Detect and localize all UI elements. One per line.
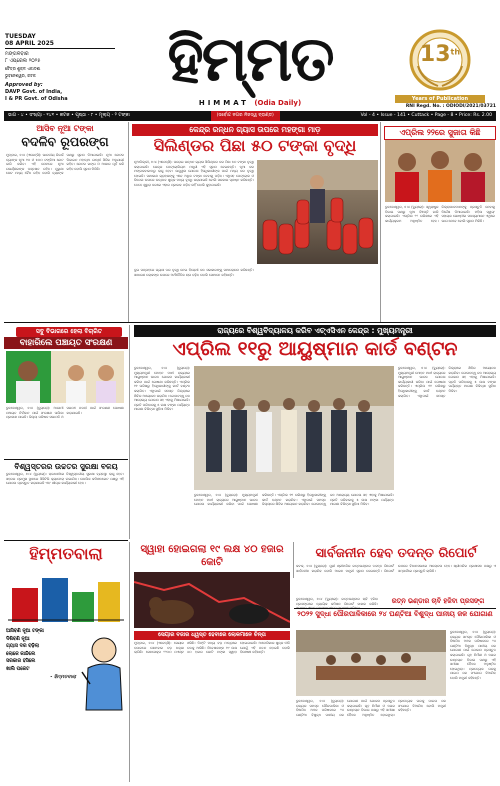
- caricature: [78, 632, 126, 712]
- approved-line-1: DAVP Govt. of India,: [5, 89, 63, 95]
- info-bar-center: (ସର୍ବୋଚ୍ଚ ନଗର ନିଜସ୍ୱ ବ୍ରାଣ୍ଡ): [211, 111, 280, 121]
- divider: [4, 322, 496, 323]
- ayushman-body: ଭୁବନେଶ୍ୱର, ୭।୪ (ବ୍ୟୁରୋ): ମୁଖ୍ୟମନ୍ତ୍ରୀ ମୋହନ ମାଝୀ ରାଜ୍ୟରେ ଆୟୁଷ୍ମାନ ଭାରତ ଯୋଜନା କାର୍ଯ୍ୟକାରୀ କରିବା ପାଇଁ ଘୋଷଣା କରିଛନ୍ତି। ଏପ୍ରିଲ ୧୧ ତାରିଖରୁ ହିତାଧିକାରୀଙ୍କୁ କାର୍ଡ ବଣ୍ଟନ କରାଯିବ। ଏଥିପାଇଁ ସମସ୍ତ ଜିଲ୍ଲାରେ ଶିବିର ଆୟୋଜନ କରାଯିବ। ଗୋପବନ୍ଧୁ ଜନ ଆରୋଗ୍ୟ ଯୋଜନା ସହ ଏହାକୁ ମିଶାଯାଇଛି। ପ୍ରତି ପରିବାରକୁ ୫ ଲକ୍ଷ ଟଙ୍କା ପର୍ଯ୍ୟନ୍ତ ମାଗଣା ଚିକିତ୍ସା ସୁବିଧା ମିଳିବ।: [134, 366, 190, 412]
- women-photo: [385, 140, 495, 202]
- masthead-date: 08 APRIL 2025: [5, 40, 115, 49]
- cartoon-line: ଦିଶିବଣି ନୂଆ: [6, 636, 30, 642]
- market-headline: ସ୍ୱାହା ହୋଇଗଲା ୧୯ ଲକ୍ଷ ୪୦ ହଜାର କୋଟି: [140, 544, 284, 568]
- market-kicker: ସେୟାର ବଜାର ଧ୍ୱସ୍ତ ହେବାରେ ଲୋକମାନେ ଚିନ୍ତା: [134, 631, 290, 640]
- badge-number-wrap: [408, 42, 472, 67]
- divider: [294, 608, 496, 609]
- main-bottom-text: ଦୁଇ ସପ୍ତାହରେ ଗ୍ୟାସ ଦର ବୃଦ୍ଧି ନେଇ ବିରୋଧୀ ଦଳ ସରକାରଙ୍କୁ ସମାଲୋଚନା କରିଛନ୍ତି। ସାଧାରଣ ଲୋକଙ୍କ ଉପରେ ଅର୍ଥନୈତିକ ଚାପ ବଢ଼ିବ ବୋଲି ସେମାନେ କହିଛନ୍ତି।: [134, 268, 254, 277]
- masthead-odia-day: ମଙ୍ଗଳବାର: [5, 51, 29, 57]
- masthead-date-block: [5, 33, 115, 103]
- masthead-odia-line1: ଚୈତ୍ର ଶୁକ୍ଳ ଏକାଦଶୀ: [5, 66, 41, 71]
- rni-number: RNI Regd. No. : ODIODI/2021/03721: [405, 104, 496, 109]
- main-body: ନୂଆଦିଲ୍ଲୀ, ୭।୪ (ଏଜେନ୍ସି): ଘରୋଇ ରନ୍ଧନ ଗ୍ୟାସ ସିଲିଣ୍ଡର ଦର ପିଛା ୫୦ ଟଙ୍କା ବୃଦ୍ଧି କରାଯାଇଛି। କେନ୍ଦ୍ର ପେଟ୍ରୋଲିୟମ ମନ୍ତ୍ରୀ ଏହି ସୂଚନା ଦେଇଛନ୍ତି। ନୂଆ ଦର ମଙ୍ଗଳବାରଠାରୁ ଲାଗୁ ହେବ। ଉଜ୍ଜ୍ୱଳା ଯୋଜନା ହିତାଧିକାରୀଙ୍କ ପାଇଁ ମଧ୍ୟ ଦର ବୃଦ୍ଧି ହୋଇଛି। ସାଧାରଣ ଗ୍ରାହକଙ୍କୁ ଏବେ ଅଧିକ ଟଙ୍କା ଦେବାକୁ ପଡ଼ିବ। ଏଥିସହ ପେଟ୍ରୋଲ ଓ ଡିଜେଲ ଉପରେ ଉତ୍ପାଦ ଶୁଳ୍କ ମଧ୍ୟ ବୃଦ୍ଧି କରାଯାଇଛି ବୋଲି ସରକାର ସ୍ପଷ୍ଟ କରିଛନ୍ତି। ତେବେ ଖୁଚୁରା ଦରରେ ଏହାର ପ୍ରଭାବ ପଡ଼ିବ ନାହିଁ ବୋଲି କୁହାଯାଇଛି।: [134, 160, 254, 187]
- masthead-subtitle: [150, 99, 350, 107]
- politics-body: ଭୁବନେଶ୍ୱର, ୭।୪ (ବ୍ୟୁରୋ): ଆଗାମୀ ପଞ୍ଚାୟତ ନିର୍ବାଚନ ପାଇଁ ସଂରକ୍ଷଣ ତାଲିକା ପ୍ରକାଶ ପାଇଛି। ଜିଲ୍ଲା ପରିଷଦ ସଭାପତି ଓ ସରପଞ୍ଚ ପଦବୀ ପାଇଁ ସଂରକ୍ଷଣ ଘୋଷଣା କରାଯାଇଛି।: [6, 406, 124, 420]
- ayushman-headline: ଏପ୍ରିଲ ୧୧ରୁ ଆୟୁଷ୍ମାନ କାର୍ଡ ବଣ୍ଟନ: [172, 338, 458, 360]
- masthead-subtitle-odia: (Odia Daily): [254, 99, 302, 107]
- bottom-headline: ୨୦୨୨ ସୁଦ୍ଧା ପୌରପାଳିକାରେ ୨୪ ଘଣ୍ଟିଆ ବିଶୁଦ୍ଧ ପାନୀୟ ଜଳ ଯୋଗାଣ: [297, 610, 493, 618]
- divider: [129, 325, 130, 539]
- politics-headline: ବାହାରିଲେ ପଞ୍ଚାୟତ ସଂରକ୍ଷଣ: [4, 337, 128, 349]
- info-bar-right: Vol - 4 • Issue - 141 • Cuttack • Page - 8 • Price: Rs. 2.00: [360, 113, 492, 118]
- ayushman-right: ଭୁବନେଶ୍ୱର, ୭।୪ (ବ୍ୟୁରୋ): ମୁଖ୍ୟମନ୍ତ୍ରୀ ମୋହନ ମାଝୀ ରାଜ୍ୟରେ ଆୟୁଷ୍ମାନ ଭାରତ ଯୋଜନା କାର୍ଯ୍ୟକାରୀ କରିବା ପାଇଁ ଘୋଷଣା କରିଛନ୍ତି। ଏପ୍ରିଲ ୧୧ ତାରିଖରୁ ହିତାଧିକାରୀଙ୍କୁ କାର୍ଡ ବଣ୍ଟନ କରାଯିବ। ଏଥିପାଇଁ ସମସ୍ତ ଜିଲ୍ଲାରେ ଶିବିର ଆୟୋଜନ କରାଯିବ। ଗୋପବନ୍ଧୁ ଜନ ଆରୋଗ୍ୟ ଯୋଜନା ସହ ଏହାକୁ ମିଶାଯାଇଛି। ପ୍ରତି ପରିବାରକୁ ୫ ଲକ୍ଷ ଟଙ୍କା ପର୍ଯ୍ୟନ୍ତ ମାଗଣା ଚିକିତ୍ସା ସୁବିଧା ମିଳିବ।: [398, 366, 496, 398]
- cartoon-line: ଆସିବଣି ନୂଆ ଟଙ୍କା: [6, 629, 44, 634]
- info-bar: [4, 111, 496, 121]
- right-top-body: ଭୁବନେଶ୍ୱର, ୭।୪ (ବ୍ୟୁରୋ): ସ୍ୱରାଷ୍ଟ୍ର ବିଭାଗ ପକ୍ଷରୁ ନୂଆ ବିଜ୍ଞପ୍ତି ଜାରି କରାଯାଇଛି। ଏପ୍ରିଲ ୨୨ ତାରିଖରେ ଏହି କାର୍ଯ୍ୟକ୍ରମ ଅନୁଷ୍ଠିତ ହେବ। ଜିଲ୍ଲାପାଳମାନଙ୍କୁ ପ୍ରସ୍ତୁତି ନେବାକୁ ନିର୍ଦ୍ଦେଶ ଦିଆଯାଇଛି। ମହିଳା ସ୍ୱୟଂ ସହାୟକ ଗୋଷ୍ଠୀର ସଦସ୍ୟମାନେ ଏଥିରେ ଭାଗ ନେବେ ବୋଲି ସୂଚନା ମିଳିଛି।: [385, 205, 495, 223]
- anniversary-badge: [408, 28, 472, 92]
- cartoon-line: ଗ୍ୟାସ ଦର ବଢ଼ିଲା: [6, 644, 39, 650]
- info-bar-left: ଭାଗ - ୪ • ସଂଖ୍ୟା - ୧୪୧ • କଟକ • ପୃଷ୍ଠା - ୮ • ମୂଲ୍ୟ - ୨ ଟଙ୍କା: [8, 113, 130, 118]
- left-second-headline: ବିଶ୍ୱସ୍ତରର ଉଚ୍ଚତର ସୁରକ୍ଷା ବଳୟ: [4, 459, 128, 472]
- left-second-body: ଭୁବନେଶ୍ୱର, ୭।୪ (ବ୍ୟୁରୋ): ରାଜଧାନୀରେ ବିଶ୍ୱସ୍ତରୀୟ ସୁରକ୍ଷା ବ୍ୟବସ୍ଥା ଲାଗୁ ହେବ। ସହରର ପ୍ରମୁଖ ସ୍ଥାନରେ ସିସିଟିଭି କ୍ୟାମେରା ଲଗାଯିବ। ପୋଲିସ କମିଶନରେଟ ପକ୍ଷରୁ ଏହି ଯୋଜନା ପ୍ରସ୍ତୁତ କରାଯାଇଛି ଏବଂ ଶୀଘ୍ର କାର୍ଯ୍ୟକାରୀ ହେବ।: [6, 472, 124, 486]
- masthead-subtitle-en: HIMMAT: [198, 99, 249, 107]
- bull-bear-photo: [134, 572, 290, 628]
- badge-suffix: th: [450, 47, 461, 57]
- cartoon-text: [6, 628, 76, 681]
- cartoon-line: ଲୋକେ କାନ୍ଦିଲେ: [6, 651, 36, 657]
- meeting-photo-2: [296, 630, 446, 696]
- badge-text: Years of Publication: [395, 95, 485, 103]
- divider: [4, 540, 128, 541]
- politicians-icon: [6, 351, 124, 403]
- ayushman-bottom: ଭୁବନେଶ୍ୱର, ୭।୪ (ବ୍ୟୁରୋ): ମୁଖ୍ୟମନ୍ତ୍ରୀ ମୋହନ ମାଝୀ ରାଜ୍ୟରେ ଆୟୁଷ୍ମାନ ଭାରତ ଯୋଜନା କାର୍ଯ୍ୟକାରୀ କରିବା ପାଇଁ ଘୋଷଣା କରିଛନ୍ତି। ଏପ୍ରିଲ ୧୧ ତାରିଖରୁ ହିତାଧିକାରୀଙ୍କୁ କାର୍ଡ ବଣ୍ଟନ କରାଯିବ। ଏଥିପାଇଁ ସମସ୍ତ ଜିଲ୍ଲାରେ ଶିବିର ଆୟୋଜନ କରାଯିବ। ଗୋପବନ୍ଧୁ ଜନ ଆରୋଗ୍ୟ ଯୋଜନା ସହ ଏହାକୁ ମିଶାଯାଇଛି। ପ୍ରତି ପରିବାରକୁ ୫ ଲକ୍ଷ ଟଙ୍କା ପର୍ଯ୍ୟନ୍ତ ମାଗଣା ଚିକିତ୍ସା ସୁବିଧା ମିଳିବ।: [194, 493, 394, 507]
- ayushman-kicker: ରାଜ୍ୟରେ ବିଶ୍ୱବିଦ୍ୟାଳୟ କରିବ ଏଚ୍ଏସିଏନ କେନ୍ଦ୍ର : ମୁଖ୍ୟମନ୍ତ୍ରୀ: [134, 325, 496, 337]
- cartoon-icon: [6, 568, 126, 624]
- cartoon-line: ସରକାର ହସିଲେ: [6, 659, 36, 665]
- divider: [380, 122, 381, 322]
- bear-market-icon: [134, 572, 290, 628]
- badge-number: 13: [419, 42, 451, 67]
- right-top-headline: ଏପ୍ରିଲ ୨୨ରେ ସୁଜାତା କିଛି: [384, 126, 496, 140]
- main-headline: ସିଲିଣ୍ଡର ପିଛା ୫୦ ଟଙ୍କା ବୃଦ୍ଧି: [153, 136, 357, 155]
- market-body: ମୁମ୍ବାଇ, ୭।୪ (ଏଜେନ୍ସି): ସେୟାର ବଜାରରେ ସୋମବାର ବଡ଼ ଧକ୍କା ଲାଗିଛି। ସେନସେକ୍ସ ୨୨୦୦ ପଏଣ୍ଟ ଖସିଛି। ନିଫ୍ଟି ମଧ୍ୟ ବଡ଼ ମାତ୍ରାରେ ତଳକୁ ଆସିଛି। ନିବେଶକଙ୍କ ୧୯ ଲକ୍ଷ ୪୦ ହଜାର କୋଟି ଟଙ୍କା ସ୍ୱାହା ହୋଇଯାଇଛି। ଆମେରିକାର ଶୁଳ୍କ ନୀତି ଯୋଗୁଁ ଏହି ପତନ ହୋଇଛି ବୋଲି ବିଶେଷଜ୍ଞ କହିଛନ୍ତି।: [134, 641, 290, 655]
- review-meeting-icon: [296, 630, 446, 696]
- left-headline: ବଦଳିବ ରୂପରଙ୍ଗ: [21, 134, 109, 149]
- masthead-title: ହିମ୍ମତ: [167, 22, 333, 95]
- gas-cylinders-icon: [257, 160, 378, 264]
- cartoon-line: - ହିମ୍ମତବାଲା: [50, 674, 76, 680]
- women-group-icon: [385, 140, 495, 202]
- meeting-photo: [194, 366, 394, 490]
- approved-line-2: I & PR Govt. of Odisha: [5, 96, 68, 102]
- bottom-side-body: ଭୁବନେଶ୍ୱର, ୭।୪ (ବ୍ୟୁରୋ): ରାଜ୍ୟର ସମସ୍ତ ପୌରପାଳିକା ଓ ବିଜ୍ଞାପିତ ଅଞ୍ଚଳ ପରିଷଦରେ ୨୪ ଘଣ୍ଟିଆ ବିଶୁଦ୍ଧ ପାନୀୟ ଜଳ ଯୋଗାଣ ପାଇଁ ଯୋଜନା ପ୍ରସ୍ତୁତ କରାଯାଇଛି। ଗୃହ ନିର୍ମାଣ ଓ ନଗର ଉନ୍ନୟନ ବିଭାଗ ପକ୍ଷରୁ ଏହି ସମୀକ୍ଷା ବୈଠକ ଅନୁଷ୍ଠିତ ହୋଇଥିଲା। ପ୍ରତ୍ୟେକ ଘରକୁ ପାଇପ ଜଳ ସଂଯୋଗ ଦିଆଯିବ ବୋଲି ମନ୍ତ୍ରୀ କହିଛନ୍ତି।: [450, 630, 496, 680]
- divider: [128, 122, 129, 322]
- left-body: ମୁମ୍ବାଇ, ୭।୪ (ଏଜେନ୍ସି): ଭାରତୀୟ ରିଜର୍ଭ ବ୍ୟାଙ୍କ ନୂଆ ୧୦ ଓ ୫୦୦ ଟଙ୍କିଆ ନୋଟ ଜାରି କରିବ। ଏହି ନୋଟରେ ନୂଆ ଗଭର୍ଣ୍ଣରଙ୍କ ଦସ୍ତଖତ ରହିବ। ପୁରୁଣା ନୋଟ ମଧ୍ୟ ବୈଧ ରହିବ ବୋଲି ବ୍ୟାଙ୍କ ପକ୍ଷରୁ ସୂଚନା ଦିଆଯାଇଛି। ନୂଆ ନୋଟର ଡିଜାଇନ ମହାତ୍ମା ଗାନ୍ଧୀ ସିରିଜ ଅନୁଯାୟୀ ରହିବ। ନୋଟର ରଙ୍ଗ ଓ ଆକାର ପୂର୍ବ ଭଳି ରହିବ ବୋଲି ସୂଚନା ମିଳିଛି।: [6, 153, 124, 176]
- masthead-odia-date: ୮ ଏପ୍ରେଲ ୨୦୨୫: [5, 58, 41, 64]
- masthead-odia-line2: ଭୁବନେଶ୍ୱର, କଟକ: [5, 73, 36, 78]
- cartoon-line: ଖାଲି ପକେଟ: [6, 666, 30, 672]
- approved-title: Approved by:: [5, 82, 43, 88]
- report-sub: ରତ୍ନ ଭଣ୍ଡାର ଚାବି ହଜିବା ପ୍ରସଙ୍ଗ: [391, 597, 485, 605]
- report-body: କଟକ, ୭।୪ (ବ୍ୟୁରୋ): ପୁରୀ ଶ୍ରୀମନ୍ଦିର ରତ୍ନଭଣ୍ଡାର ତଦନ୍ତ ରିପୋର୍ଟ ସାର୍ବଜନୀନ କରାଯିବ ବୋଲି ଆଇନ ମନ୍ତ୍ରୀ ସୂଚନା ଦେଇଛନ୍ତି। ରିପୋର୍ଟ ଉପରେ ବିଧାନସଭାରେ ଆଲୋଚନା ହେବ। ଶ୍ରୀମନ୍ଦିର ପ୍ରଶାସନ ପକ୍ଷରୁ ଏ ସମ୍ପର୍କରେ ପ୍ରସ୍ତୁତି ଚାଲିଛି।: [296, 564, 496, 573]
- cylinder-photo: [257, 160, 378, 264]
- politicians-photo: [6, 351, 124, 403]
- left-kicker: ଆସିବ ନୂଆ ଟଙ୍କା: [36, 124, 94, 133]
- man-caricature-icon: [78, 632, 126, 712]
- bottom-body: ଭୁବନେଶ୍ୱର, ୭।୪ (ବ୍ୟୁରୋ): ରାଜ୍ୟର ସମସ୍ତ ପୌରପାଳିକା ଓ ବିଜ୍ଞାପିତ ଅଞ୍ଚଳ ପରିଷଦରେ ୨୪ ଘଣ୍ଟିଆ ବିଶୁଦ୍ଧ ପାନୀୟ ଜଳ ଯୋଗାଣ ପାଇଁ ଯୋଜନା ପ୍ରସ୍ତୁତ କରାଯାଇଛି। ଗୃହ ନିର୍ମାଣ ଓ ନଗର ଉନ୍ନୟନ ବିଭାଗ ପକ୍ଷରୁ ଏହି ସମୀକ୍ଷା ବୈଠକ ଅନୁଷ୍ଠିତ ହୋଇଥିଲା। ପ୍ରତ୍ୟେକ ଘରକୁ ପାଇପ ଜଳ ସଂଯୋଗ ଦିଆଯିବ ବୋଲି ମନ୍ତ୍ରୀ କହିଛନ୍ତି।: [296, 699, 446, 717]
- report-sub-body: ଭୁବନେଶ୍ୱର, ୭।୪ (ବ୍ୟୁରୋ): ରତ୍ନଭଣ୍ଡାର ଚାବି ହଜିବା ପ୍ରସଙ୍ଗରେ ନ୍ୟାୟିକ କମିଶନ ରିପୋର୍ଟ ଦାଖଲ କରିଛି।: [296, 597, 378, 606]
- badge-strip: ସବୁ ବିଭାଗରେ ହେଲା ବିଚାରିତ: [16, 327, 122, 337]
- officials-meeting-icon: [194, 366, 394, 490]
- divider: [129, 542, 130, 782]
- divider: [293, 542, 294, 578]
- main-kicker: କେନ୍ଦ୍ର ରନ୍ଧନ ଗ୍ୟାସ ଉପରେ ମହଙ୍ଗା ମାଡ଼: [132, 124, 378, 136]
- report-headline: ସାର୍ବଜନୀନ ହେବ ତଦନ୍ତ ରିପୋର୍ଟ: [315, 546, 477, 561]
- cartoon-illustration: [6, 568, 126, 624]
- cartoon-title: ହିମ୍ମତବାଲା: [29, 544, 103, 563]
- masthead-day: TUESDAY: [5, 33, 36, 40]
